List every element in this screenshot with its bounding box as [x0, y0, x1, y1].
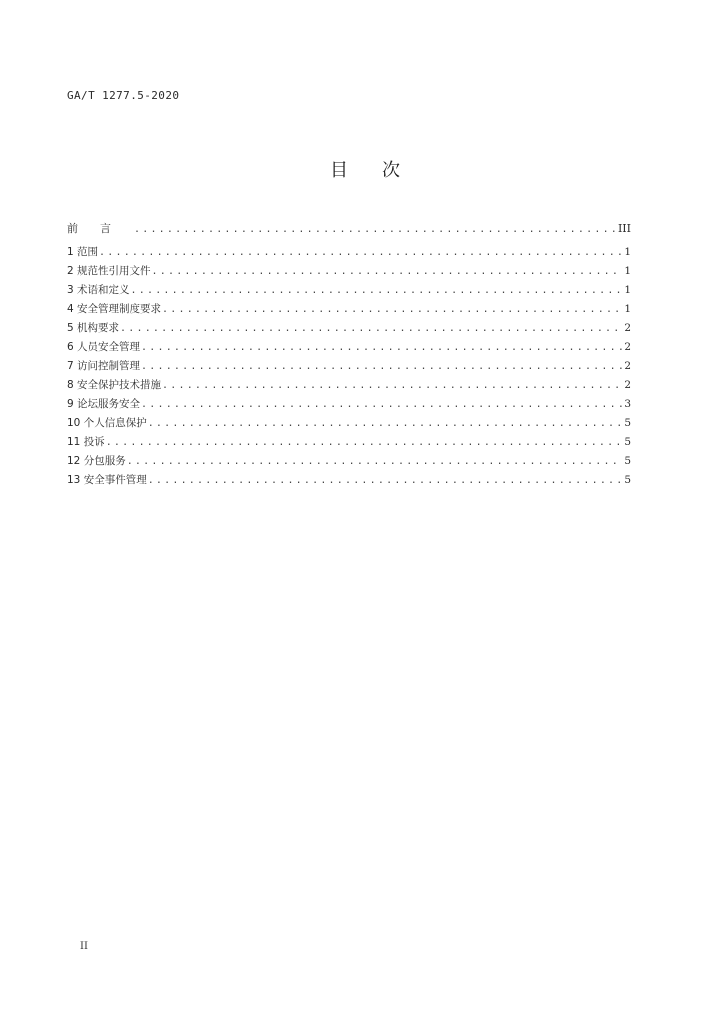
toc-leader-dots [134, 220, 616, 240]
toc-entry[interactable] [67, 357, 631, 376]
page-title: 目次 [330, 160, 434, 181]
toc-entry-page: 5 [624, 436, 631, 448]
toc-entry-label: 3 术语和定义 [67, 284, 130, 296]
toc-entry-label: 10 个人信息保护 [67, 417, 147, 429]
toc-leader-dots [141, 338, 622, 357]
toc-entry-page: 2 [624, 322, 631, 334]
toc-entry-label: 7 访问控制管理 [67, 360, 141, 372]
toc-leader-dots [141, 357, 622, 376]
toc-entry-page: 2 [624, 360, 631, 372]
toc-entry-label: 1 范围 [67, 246, 99, 258]
toc-entry-page: 1 [624, 284, 631, 296]
toc-entry-page: 5 [624, 455, 631, 467]
toc-entry[interactable] [67, 471, 631, 490]
toc-entry[interactable] [67, 262, 631, 281]
toc-entry-page: 1 [624, 265, 631, 277]
table-of-contents [67, 219, 631, 490]
toc-entry[interactable] [67, 433, 631, 452]
toc-entry-label: 5 机构要求 [67, 322, 120, 334]
toc-entry[interactable] [67, 243, 631, 262]
toc-leader-dots [148, 414, 623, 433]
toc-leader-dots [162, 376, 622, 395]
toc-entry[interactable] [67, 452, 631, 471]
toc-entry-page: 2 [624, 341, 631, 353]
toc-leader-dots [141, 395, 622, 414]
toc-leader-dots [106, 433, 623, 452]
toc-entry-page: 2 [624, 379, 631, 391]
toc-entry[interactable] [67, 300, 631, 319]
toc-entry-preface[interactable] [67, 219, 631, 243]
toc-leader-dots [127, 452, 623, 471]
toc-entry-page: 1 [624, 303, 631, 315]
toc-entry-label: 12 分包服务 [67, 455, 126, 467]
toc-entry-page: III [617, 222, 631, 235]
toc-entry-label: 2 规范性引用文件 [67, 265, 151, 277]
toc-entry-label: 6 人员安全管理 [67, 341, 141, 353]
toc-entry-page: 1 [624, 246, 631, 258]
toc-entry-label: 11 投诉 [67, 436, 105, 448]
toc-entry[interactable] [67, 395, 631, 414]
toc-entry[interactable] [67, 281, 631, 300]
toc-leader-dots [131, 281, 623, 300]
toc-entry[interactable] [67, 319, 631, 338]
toc-entry-page: 3 [624, 398, 631, 410]
page-number: II [80, 941, 88, 952]
toc-leader-dots [120, 319, 622, 338]
toc-entry[interactable] [67, 414, 631, 433]
toc-leader-dots [152, 262, 623, 281]
toc-entry[interactable] [67, 338, 631, 357]
toc-entry-page: 5 [624, 474, 631, 486]
toc-leader-dots [99, 243, 622, 262]
toc-entry-page: 5 [624, 417, 631, 429]
toc-entry-label: 前言 [67, 222, 133, 235]
toc-entry-label: 4 安全管理制度要求 [67, 303, 162, 315]
toc-leader-dots [148, 471, 623, 490]
document-code: GA/T 1277.5-2020 [67, 89, 180, 102]
toc-leader-dots [162, 300, 622, 319]
toc-entry[interactable] [67, 376, 631, 395]
toc-entry-label: 9 论坛服务安全 [67, 398, 141, 410]
toc-entry-label: 13 安全事件管理 [67, 474, 147, 486]
toc-entry-label: 8 安全保护技术措施 [67, 379, 162, 391]
